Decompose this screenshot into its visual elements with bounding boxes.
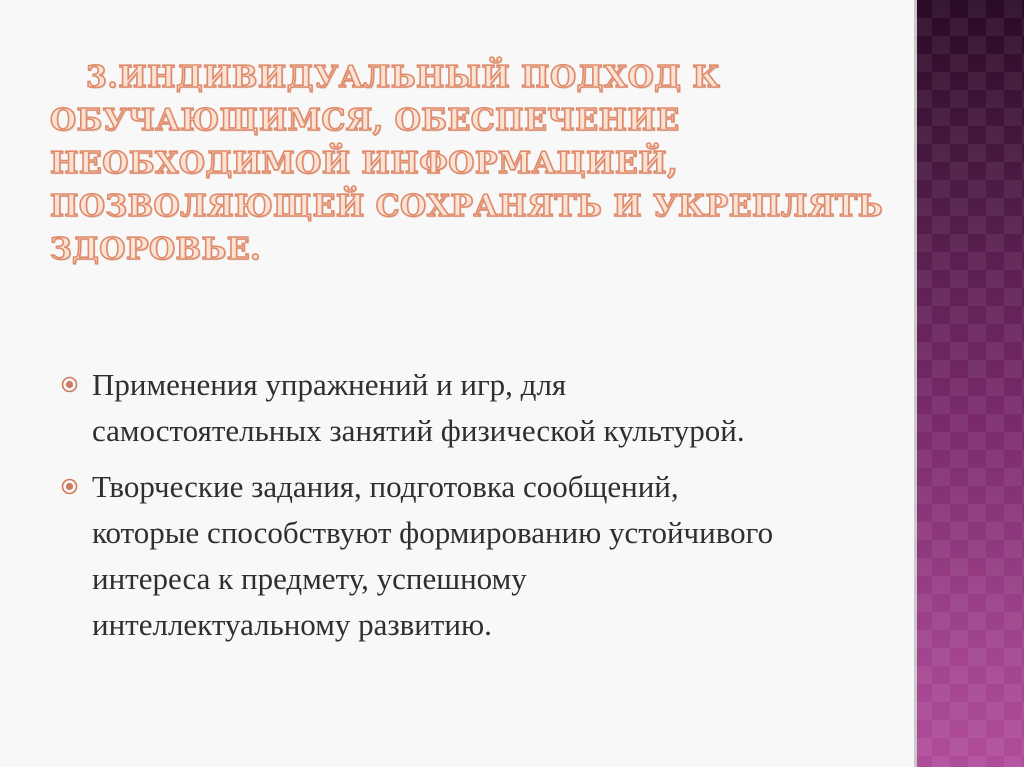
title-line: ЗДОРОВЬЕ. bbox=[50, 232, 262, 267]
bullet-item bbox=[60, 362, 880, 454]
decorative-side-panel bbox=[914, 0, 1024, 767]
bullet-text-line: интереса к предмету, успешному bbox=[92, 561, 527, 596]
circle-bullet-icon bbox=[61, 478, 78, 495]
bullet-text-line: Творческие задания, подготовка сообщений, bbox=[92, 469, 679, 504]
slide-title bbox=[50, 56, 883, 271]
title-line: 3.ИНДИВИДУАЛЬНЫЙ ПОДХОД К bbox=[86, 60, 721, 95]
title-line: ОБУЧАЮЩИМСЯ, ОБЕСПЕЧЕНИЕ bbox=[50, 103, 680, 138]
bullet-text-line: самостоятельных занятий физической культурой. bbox=[92, 413, 745, 448]
title-line: НЕОБХОДИМОЙ ИНФОРМАЦИЕЙ, bbox=[50, 146, 679, 181]
circle-bullet-icon bbox=[61, 376, 78, 393]
title-line: ПОЗВОЛЯЮЩЕЙ СОХРАНЯТЬ И УКРЕПЛЯТЬ bbox=[50, 189, 883, 224]
bullet-text-line: Применения упражнений и игр, для bbox=[92, 367, 567, 402]
bullet-text-line: интеллектуальному развитию. bbox=[92, 607, 492, 642]
bullet-text-line: которые способствуют формированию устойчивого bbox=[92, 515, 774, 550]
bullet-item bbox=[60, 464, 880, 648]
bullet-list bbox=[60, 362, 880, 658]
